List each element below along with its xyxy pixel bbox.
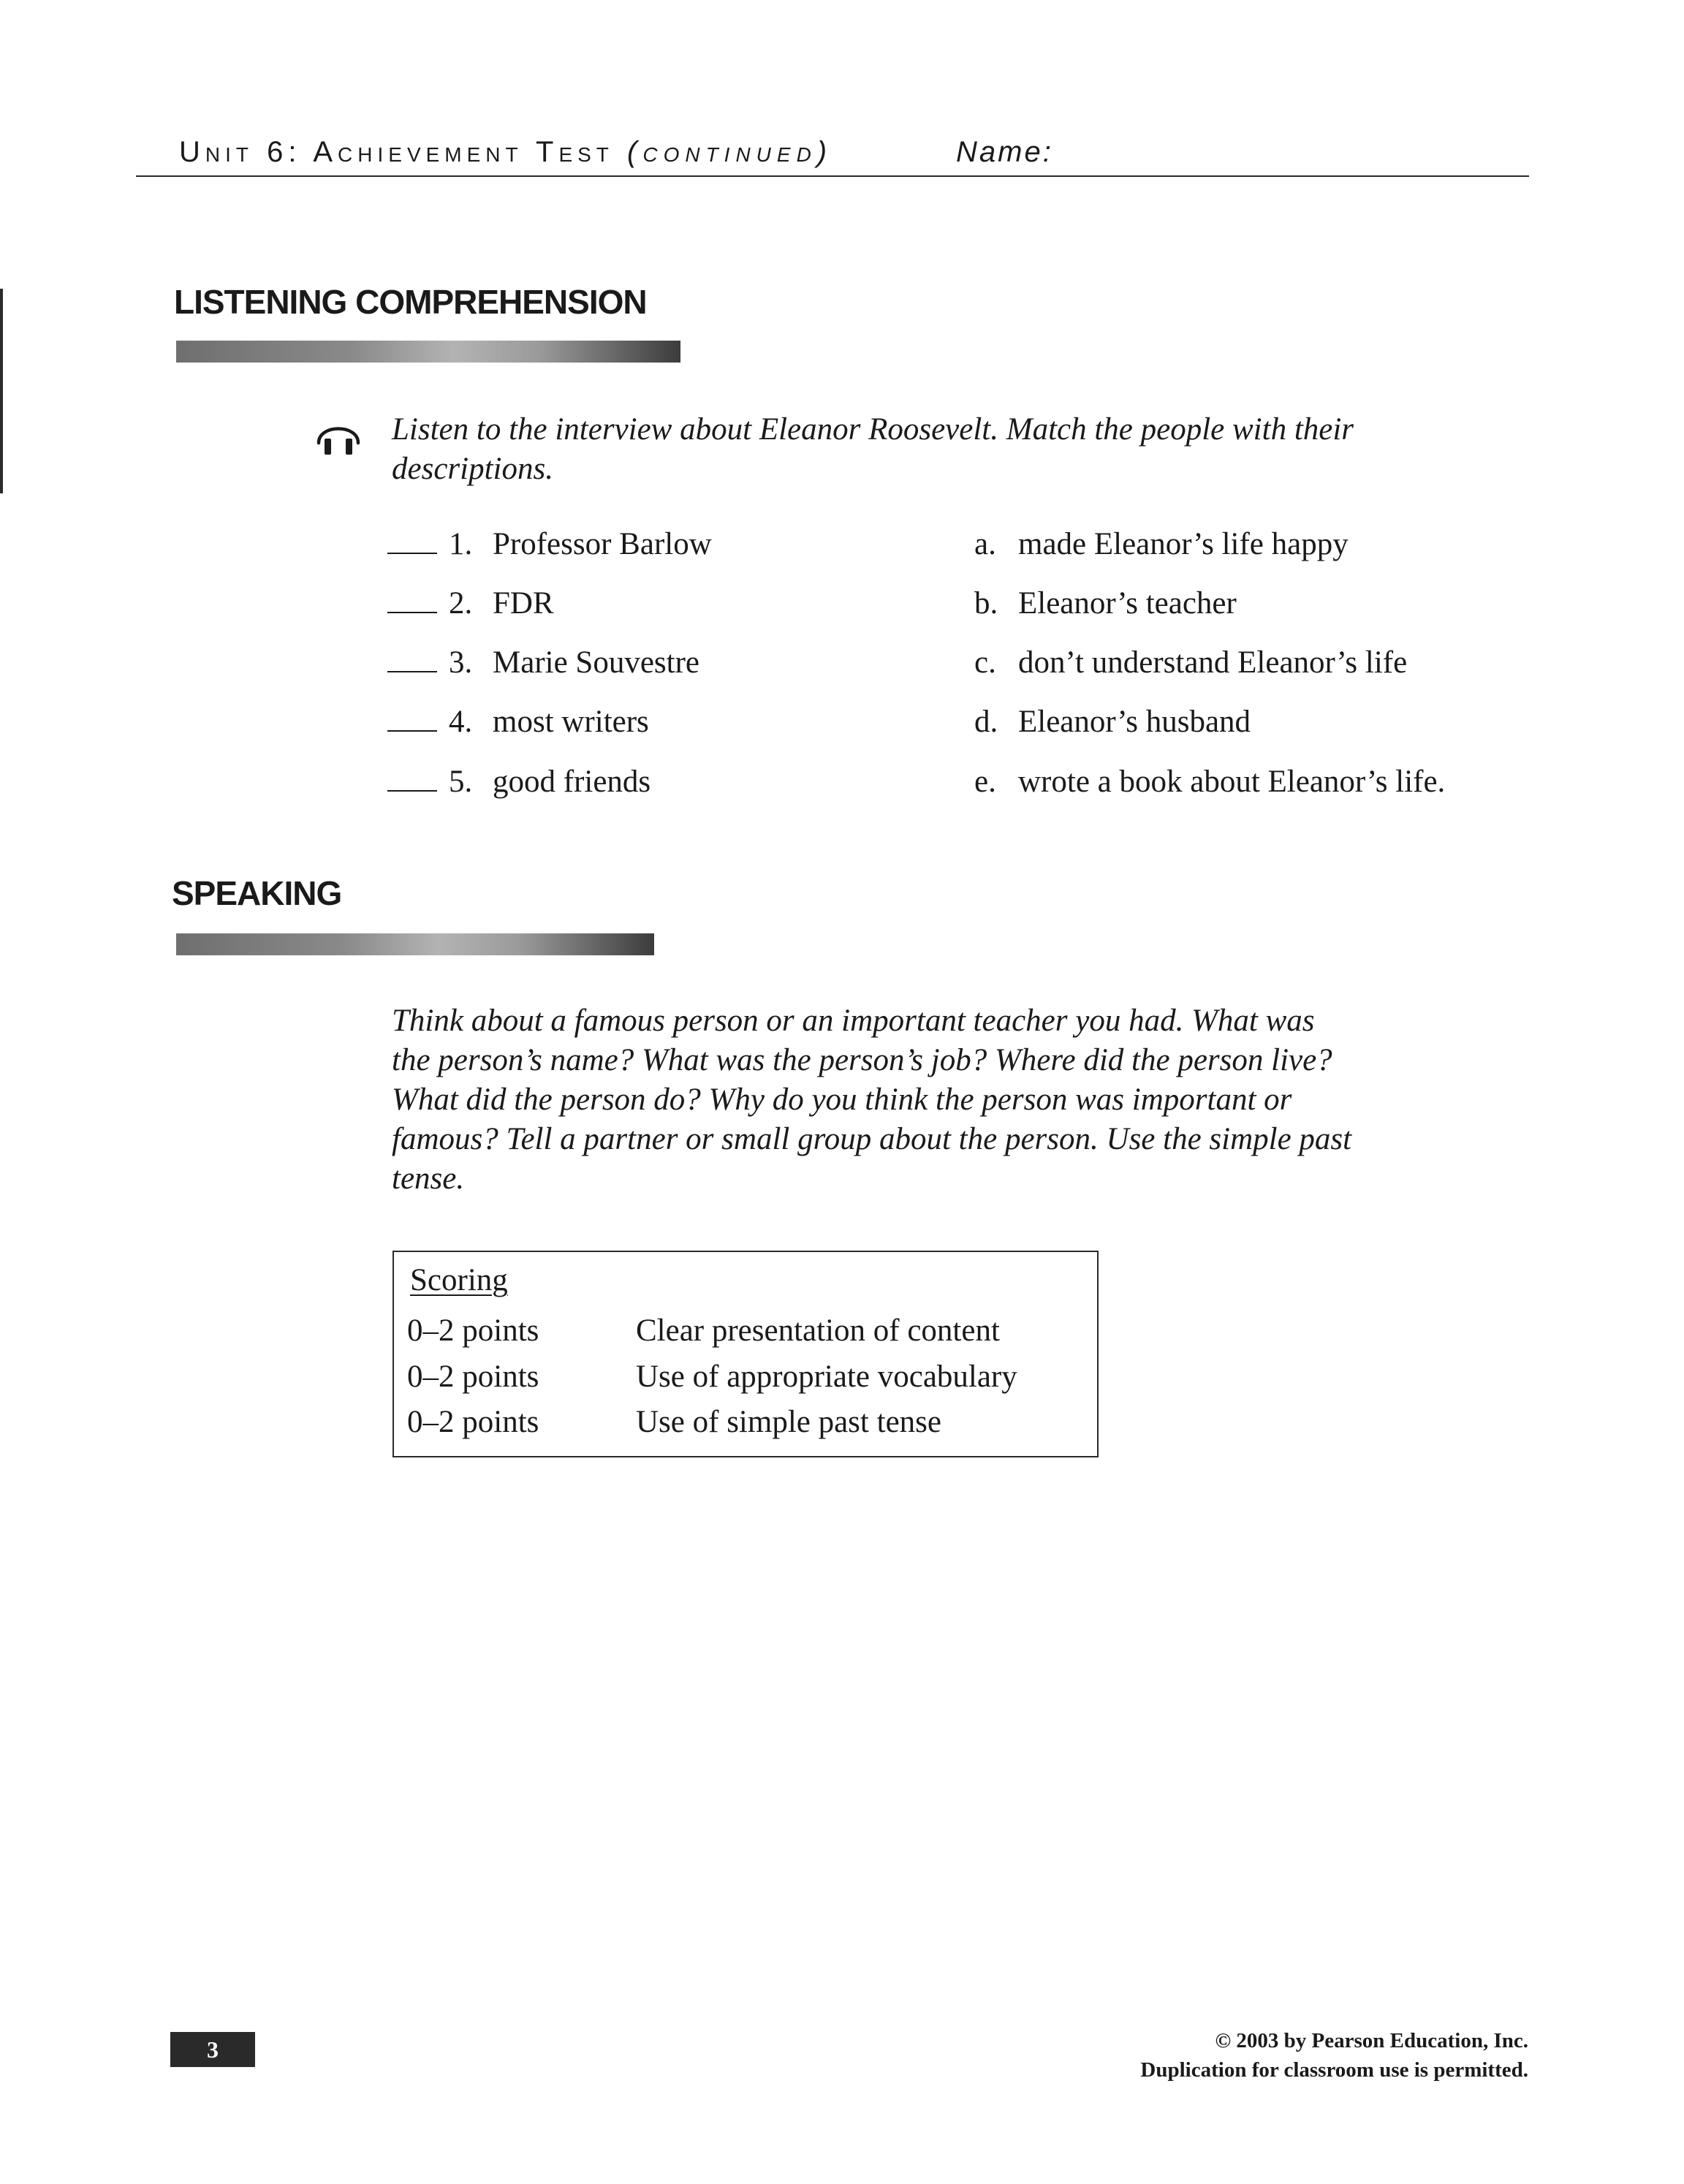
scoring-points: 0–2 points bbox=[407, 1360, 539, 1394]
answer-blank[interactable] bbox=[387, 671, 437, 672]
instructions-line: Listen to the interview about Eleanor Roosevelt. Match the people with their bbox=[392, 412, 1354, 447]
answer-blank[interactable] bbox=[387, 790, 437, 792]
description-item bbox=[974, 526, 1349, 562]
description-item bbox=[974, 585, 1237, 621]
headphones-icon bbox=[314, 414, 363, 458]
item-text: good friends bbox=[493, 765, 651, 799]
item-number: 3. bbox=[449, 645, 473, 680]
answer-blank[interactable] bbox=[387, 612, 437, 613]
prompt-line: What did the person do? Why do you think the person was important or bbox=[392, 1082, 1292, 1117]
match-item bbox=[387, 704, 649, 740]
description-text: made Eleanor’s life happy bbox=[1018, 527, 1349, 561]
item-number: 1. bbox=[449, 527, 473, 561]
speaking-section-title: SPEAKING bbox=[172, 874, 342, 912]
name-label: Name: bbox=[956, 136, 1053, 168]
prompt-line: the person’s name? What was the person’s job? Where did the person live? bbox=[392, 1043, 1332, 1077]
description-item bbox=[974, 645, 1407, 680]
scoring-row bbox=[407, 1359, 1017, 1395]
description-letter: e. bbox=[974, 765, 996, 799]
instructions-line: descriptions. bbox=[392, 452, 553, 486]
scoring-points: 0–2 points bbox=[407, 1313, 539, 1348]
item-text: FDR bbox=[493, 586, 554, 621]
listening-instructions bbox=[392, 410, 1354, 489]
answer-blank[interactable] bbox=[387, 553, 437, 554]
speaking-prompt bbox=[392, 1001, 1351, 1199]
listening-section-title: LISTENING COMPREHENSION bbox=[174, 283, 647, 321]
listening-section-bar bbox=[176, 341, 680, 363]
description-item bbox=[974, 704, 1251, 740]
scoring-title: Scoring bbox=[410, 1263, 508, 1297]
item-text: most writers bbox=[493, 705, 649, 739]
description-text: Eleanor’s husband bbox=[1018, 705, 1251, 739]
copyright-line: © 2003 by Pearson Education, Inc. bbox=[1215, 2029, 1528, 2052]
scoring-box bbox=[392, 1251, 1099, 1457]
description-letter: d. bbox=[974, 705, 998, 739]
header-rule bbox=[136, 175, 1529, 177]
description-letter: b. bbox=[974, 586, 998, 621]
scan-edge-mark bbox=[0, 289, 3, 493]
match-item bbox=[387, 645, 699, 680]
copyright-notice bbox=[1140, 2026, 1528, 2085]
prompt-line: famous? Tell a partner or small group about the person. Use the simple past bbox=[392, 1122, 1352, 1156]
prompt-line: tense. bbox=[392, 1161, 465, 1196]
page-number: 3 bbox=[170, 2032, 255, 2067]
item-number: 2. bbox=[449, 586, 473, 621]
match-item bbox=[387, 526, 712, 562]
scoring-points: 0–2 points bbox=[407, 1405, 539, 1439]
description-item bbox=[974, 764, 1445, 800]
item-text: Marie Souvestre bbox=[493, 645, 700, 680]
match-item bbox=[387, 764, 651, 800]
header-continued: (continued) bbox=[627, 136, 833, 168]
item-text: Professor Barlow bbox=[493, 527, 712, 561]
item-number: 5. bbox=[449, 765, 473, 799]
prompt-line: Think about a famous person or an important teacher you had. What was bbox=[392, 1004, 1315, 1038]
scoring-criterion: Use of simple past tense bbox=[636, 1405, 941, 1439]
speaking-section-bar bbox=[176, 933, 654, 955]
scoring-criterion: Use of appropriate vocabulary bbox=[636, 1360, 1017, 1394]
description-letter: a. bbox=[974, 527, 996, 561]
description-letter: c. bbox=[974, 645, 996, 680]
item-number: 4. bbox=[449, 705, 473, 739]
scoring-row bbox=[407, 1404, 941, 1440]
page-header bbox=[179, 136, 1053, 169]
scoring-criterion: Clear presentation of content bbox=[636, 1313, 1000, 1348]
copyright-line: Duplication for classroom use is permitted. bbox=[1140, 2058, 1528, 2082]
description-text: Eleanor’s teacher bbox=[1018, 586, 1237, 621]
description-text: don’t understand Eleanor’s life bbox=[1018, 645, 1408, 680]
description-text: wrote a book about Eleanor’s life. bbox=[1018, 765, 1446, 799]
match-item bbox=[387, 585, 554, 621]
header-unit-title: Unit 6: Achievement Test bbox=[179, 136, 614, 168]
scoring-row bbox=[407, 1313, 1000, 1349]
answer-blank[interactable] bbox=[387, 730, 437, 732]
